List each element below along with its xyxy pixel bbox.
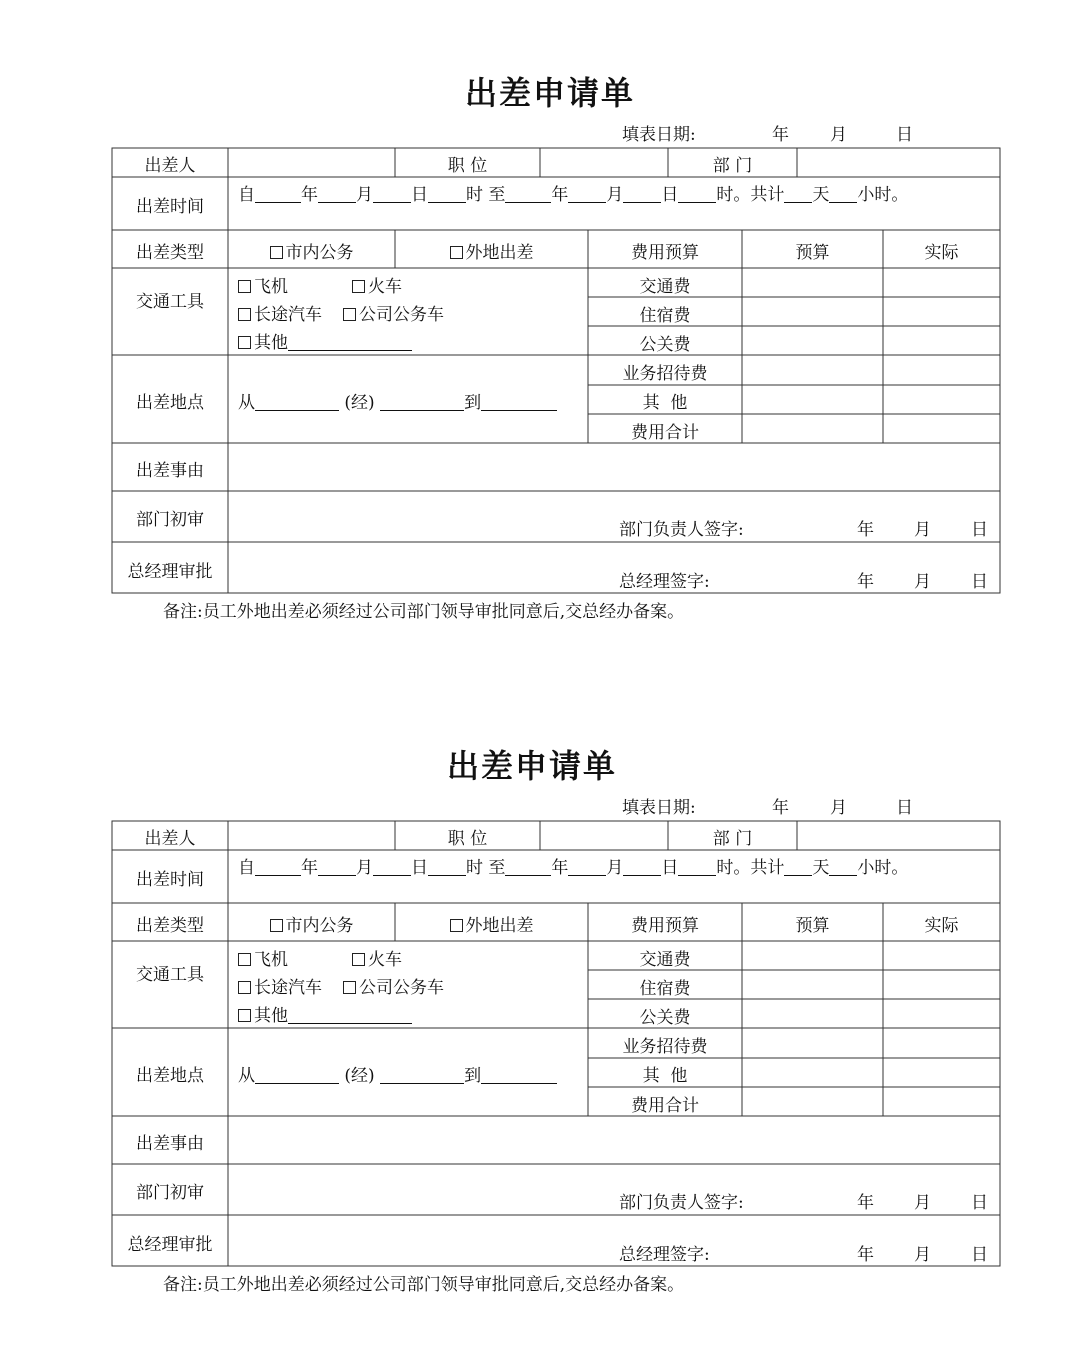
checkbox-icon[interactable] bbox=[238, 336, 251, 349]
label-gm-approval: 总经理审批 bbox=[127, 1235, 213, 1255]
trip-type-local[interactable] bbox=[228, 238, 395, 263]
trip-type-external-label: 外地出差 bbox=[465, 243, 534, 263]
time-to: 至 bbox=[488, 185, 506, 205]
checkbox-icon[interactable] bbox=[352, 280, 365, 293]
gm-signature[interactable] bbox=[619, 567, 988, 592]
time-to: 至 bbox=[488, 858, 506, 878]
label-dept-review: 部门初审 bbox=[136, 1183, 204, 1203]
time-year-end: 年 bbox=[551, 858, 569, 878]
position-input[interactable] bbox=[541, 149, 667, 176]
trip-time-line[interactable] bbox=[238, 180, 908, 205]
fill-date-month: 月 bbox=[830, 125, 847, 145]
time-days: 天 bbox=[812, 185, 830, 205]
label-trip-time: 出差时间 bbox=[136, 197, 204, 217]
checkbox-icon[interactable] bbox=[270, 246, 283, 259]
transport-plane[interactable] bbox=[238, 272, 288, 297]
dept-signature[interactable] bbox=[619, 515, 988, 540]
checkbox-icon[interactable] bbox=[450, 919, 463, 932]
fill-date-year: 年 bbox=[772, 125, 789, 145]
route-from: 从 bbox=[238, 1066, 255, 1086]
route-line[interactable] bbox=[238, 1061, 557, 1086]
label-department: 部 门 bbox=[712, 829, 753, 849]
checkbox-icon[interactable] bbox=[270, 919, 283, 932]
route-from: 从 bbox=[238, 393, 255, 413]
dept-sign-month: 月 bbox=[914, 1193, 931, 1213]
gm-sign-month: 月 bbox=[914, 572, 931, 592]
trip-type-external[interactable] bbox=[395, 911, 588, 936]
expense-header-category: 费用预算 bbox=[631, 243, 699, 263]
gm-sign-month: 月 bbox=[914, 1245, 931, 1265]
gm-sign-year: 年 bbox=[857, 1245, 874, 1265]
fill-date-day: 日 bbox=[896, 125, 913, 145]
dept-sign-label: 部门负责人签字: bbox=[619, 520, 744, 540]
time-day: 日 bbox=[411, 185, 428, 205]
gm-sign-day: 日 bbox=[971, 572, 988, 592]
transport-train-label: 火车 bbox=[368, 950, 402, 970]
label-reason: 出差事由 bbox=[136, 1134, 204, 1154]
expense-header-actual: 实际 bbox=[924, 243, 959, 263]
fill-date-label: 填表日期: bbox=[622, 125, 696, 145]
transport-company-car-label: 公司公务车 bbox=[359, 305, 444, 325]
gm-sign-label: 总经理签字: bbox=[619, 1245, 710, 1265]
checkbox-icon[interactable] bbox=[238, 1009, 251, 1022]
time-hours: 小时。 bbox=[857, 858, 909, 878]
checkbox-icon[interactable] bbox=[238, 953, 251, 966]
transport-plane-label: 飞机 bbox=[254, 950, 288, 970]
expense-item: 费用合计 bbox=[631, 423, 699, 443]
expense-item: 费用合计 bbox=[631, 1096, 699, 1116]
form-title: 出差申请单 bbox=[464, 74, 635, 112]
label-gm-approval: 总经理审批 bbox=[127, 562, 213, 582]
checkbox-icon[interactable] bbox=[352, 953, 365, 966]
dept-sign-label: 部门负责人签字: bbox=[619, 1193, 744, 1213]
time-hour: 时 bbox=[466, 858, 483, 878]
trip-type-local-label: 市内公务 bbox=[285, 916, 354, 936]
trip-type-local[interactable] bbox=[228, 911, 395, 936]
dept-sign-day: 日 bbox=[971, 520, 988, 540]
transport-bus[interactable] bbox=[238, 300, 322, 325]
label-place: 出差地点 bbox=[136, 393, 204, 413]
checkbox-icon[interactable] bbox=[343, 308, 356, 321]
expense-header-budget: 预算 bbox=[795, 916, 830, 936]
expense-header-budget: 预算 bbox=[795, 243, 830, 263]
transport-other-label: 其他 bbox=[254, 333, 288, 353]
transport-plane-label: 飞机 bbox=[254, 277, 288, 297]
gm-signature[interactable] bbox=[619, 1240, 988, 1265]
transport-other-label: 其他 bbox=[254, 1006, 288, 1026]
dept-sign-month: 月 bbox=[914, 520, 931, 540]
route-line[interactable] bbox=[238, 388, 557, 413]
expense-header-actual: 实际 bbox=[924, 916, 959, 936]
label-applicant: 出差人 bbox=[144, 829, 196, 849]
time-day-end: 日 bbox=[661, 858, 679, 878]
transport-company-car-label: 公司公务车 bbox=[359, 978, 444, 998]
route-via: (经) bbox=[344, 1066, 375, 1086]
applicant-input[interactable] bbox=[229, 149, 394, 176]
expense-item: 交通费 bbox=[639, 277, 691, 297]
time-day: 日 bbox=[411, 858, 428, 878]
expense-item: 其 他 bbox=[642, 1066, 688, 1086]
transport-company-car[interactable] bbox=[343, 300, 444, 325]
trip-time-line[interactable] bbox=[238, 853, 908, 878]
fill-date-day: 日 bbox=[896, 798, 913, 818]
time-month-end: 月 bbox=[606, 185, 624, 205]
label-trip-time: 出差时间 bbox=[136, 870, 204, 890]
expense-header-category: 费用预算 bbox=[631, 916, 699, 936]
expense-item: 住宿费 bbox=[639, 306, 691, 326]
dept-sign-year: 年 bbox=[857, 1193, 874, 1213]
form-title: 出差申请单 bbox=[446, 747, 617, 785]
checkbox-icon[interactable] bbox=[238, 308, 251, 321]
gm-sign-year: 年 bbox=[857, 572, 874, 592]
label-applicant: 出差人 bbox=[144, 156, 196, 176]
label-position: 职 位 bbox=[447, 829, 488, 849]
time-from: 自 bbox=[238, 185, 255, 205]
expense-item: 住宿费 bbox=[639, 979, 691, 999]
footnote: 备注:员工外地出差必须经过公司部门领导审批同意后,交总经办备案。 bbox=[163, 1275, 685, 1295]
time-hour-end: 时。共计 bbox=[716, 858, 785, 878]
label-trip-type: 出差类型 bbox=[136, 243, 204, 263]
expense-item: 交通费 bbox=[639, 950, 691, 970]
route-via: (经) bbox=[344, 393, 375, 413]
route-to: 到 bbox=[464, 1066, 482, 1086]
travel-request-form bbox=[0, 673, 1080, 1295]
label-reason: 出差事由 bbox=[136, 461, 204, 481]
department-input[interactable] bbox=[798, 149, 999, 176]
label-trip-type: 出差类型 bbox=[136, 916, 204, 936]
transport-train[interactable] bbox=[352, 945, 402, 970]
label-department: 部 门 bbox=[712, 156, 753, 176]
trip-type-external-label: 外地出差 bbox=[465, 916, 534, 936]
time-year: 年 bbox=[301, 185, 318, 205]
fill-date-label: 填表日期: bbox=[622, 798, 696, 818]
footnote: 备注:员工外地出差必须经过公司部门领导审批同意后,交总经办备案。 bbox=[163, 602, 685, 622]
transport-bus[interactable] bbox=[238, 973, 322, 998]
time-day-end: 日 bbox=[661, 185, 679, 205]
route-to: 到 bbox=[464, 393, 482, 413]
label-transport: 交通工具 bbox=[136, 292, 204, 312]
expense-item: 其 他 bbox=[642, 393, 688, 413]
checkbox-icon[interactable] bbox=[450, 246, 463, 259]
time-from: 自 bbox=[238, 858, 255, 878]
transport-train-label: 火车 bbox=[368, 277, 402, 297]
time-month-end: 月 bbox=[606, 858, 624, 878]
department-input[interactable] bbox=[798, 822, 999, 849]
fill-date-month: 月 bbox=[830, 798, 847, 818]
transport-train[interactable] bbox=[352, 272, 402, 297]
time-hour-end: 时。共计 bbox=[716, 185, 785, 205]
time-month: 月 bbox=[356, 858, 373, 878]
dept-sign-year: 年 bbox=[857, 520, 874, 540]
transport-other[interactable] bbox=[238, 1001, 412, 1026]
expense-item: 公关费 bbox=[639, 1008, 691, 1028]
checkbox-icon[interactable] bbox=[343, 981, 356, 994]
trip-type-external[interactable] bbox=[395, 238, 588, 263]
dept-signature[interactable] bbox=[619, 1188, 988, 1213]
reason-input[interactable] bbox=[229, 1117, 999, 1163]
dept-sign-day: 日 bbox=[971, 1193, 988, 1213]
applicant-input[interactable] bbox=[229, 822, 394, 849]
expense-item: 公关费 bbox=[639, 335, 691, 355]
transport-plane[interactable] bbox=[238, 945, 288, 970]
position-input[interactable] bbox=[541, 822, 667, 849]
travel-request-form bbox=[0, 0, 1080, 622]
time-hours: 小时。 bbox=[857, 185, 909, 205]
checkbox-icon[interactable] bbox=[238, 280, 251, 293]
fill-date-year: 年 bbox=[772, 798, 789, 818]
expense-item: 业务招待费 bbox=[622, 1037, 708, 1057]
gm-sign-day: 日 bbox=[971, 1245, 988, 1265]
transport-bus-label: 长途汽车 bbox=[254, 978, 322, 998]
label-dept-review: 部门初审 bbox=[136, 510, 204, 530]
time-days: 天 bbox=[812, 858, 830, 878]
transport-bus-label: 长途汽车 bbox=[254, 305, 322, 325]
label-position: 职 位 bbox=[447, 156, 488, 176]
time-year-end: 年 bbox=[551, 185, 569, 205]
transport-company-car[interactable] bbox=[343, 973, 444, 998]
gm-sign-label: 总经理签字: bbox=[619, 572, 710, 592]
expense-item: 业务招待费 bbox=[622, 364, 708, 384]
label-transport: 交通工具 bbox=[136, 965, 204, 985]
reason-input[interactable] bbox=[229, 444, 999, 490]
trip-type-local-label: 市内公务 bbox=[285, 243, 354, 263]
time-month: 月 bbox=[356, 185, 373, 205]
checkbox-icon[interactable] bbox=[238, 981, 251, 994]
transport-other[interactable] bbox=[238, 328, 412, 353]
time-year: 年 bbox=[301, 858, 318, 878]
time-hour: 时 bbox=[466, 185, 483, 205]
label-place: 出差地点 bbox=[136, 1066, 204, 1086]
